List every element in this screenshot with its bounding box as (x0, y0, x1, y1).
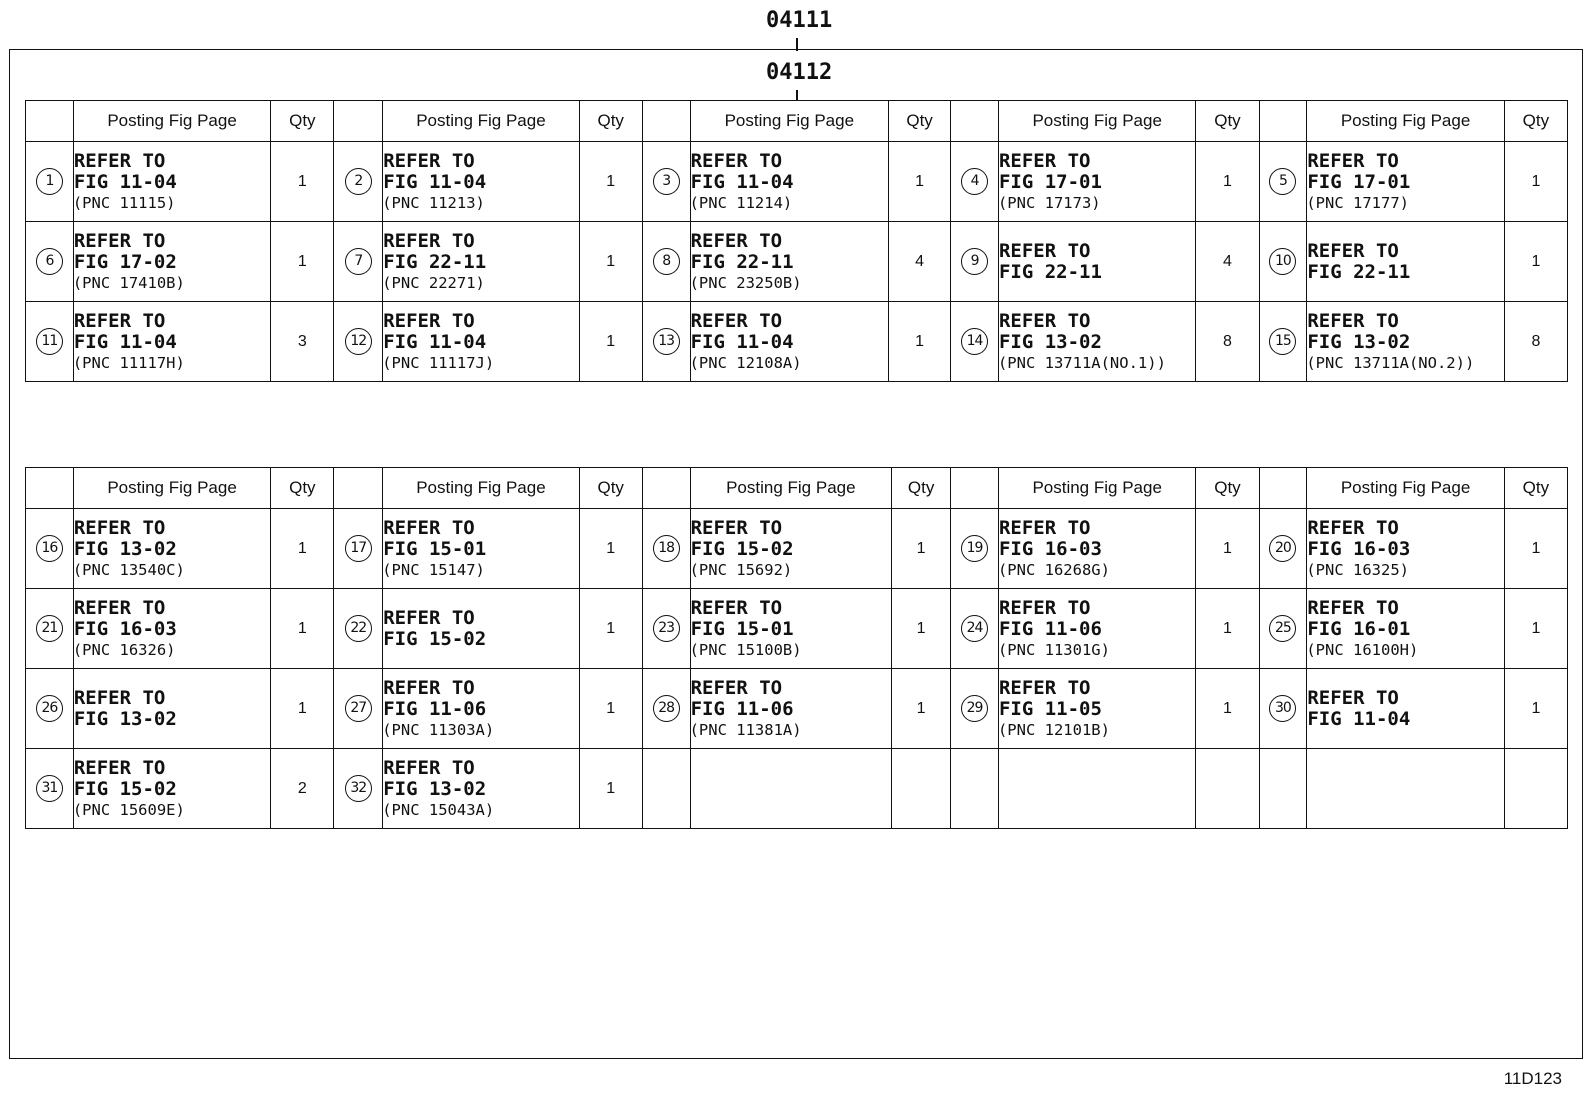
header-posting-fig-page: Posting Fig Page (1307, 101, 1504, 142)
header-qty: Qty (1504, 468, 1567, 509)
table-row (26, 589, 1568, 669)
pnc-number: (PNC 11303A) (382, 720, 495, 739)
refer-to-text: REFER TO (1307, 149, 1399, 172)
header-qty: Qty (579, 101, 642, 142)
header-blank (334, 101, 383, 142)
item-callout: 14 (961, 328, 988, 355)
qty-cell: 1 (579, 222, 642, 302)
qty-cell: 8 (1504, 302, 1567, 382)
refer-to-text: REFER TO (690, 309, 783, 332)
fig-number: FIG 16-03 (998, 537, 1102, 560)
reference-cell (998, 669, 1195, 749)
header-blank (1259, 101, 1307, 142)
refer-to-text: REFER TO (383, 229, 475, 252)
header-qty: Qty (271, 468, 334, 509)
qty-cell: 1 (889, 142, 951, 222)
qty-cell: 1 (579, 142, 642, 222)
refer-to-text: REFER TO (998, 239, 1091, 262)
item-callout: 9 (961, 248, 988, 275)
header-posting-fig-page: Posting Fig Page (383, 101, 579, 142)
header-qty: Qty (1504, 101, 1567, 142)
reference-cell (1307, 222, 1504, 302)
fig-number: FIG 22-11 (690, 250, 794, 273)
pnc-number: (PNC 16325) (1306, 560, 1409, 579)
fig-number: FIG 15-02 (383, 627, 487, 650)
fig-number: FIG 11-05 (998, 697, 1102, 720)
item-number-cell (1259, 142, 1307, 222)
fig-number: FIG 11-04 (383, 330, 487, 353)
header-blank (26, 468, 74, 509)
fig-number: FIG 11-04 (73, 330, 177, 353)
table-row (26, 302, 1568, 382)
refer-to-text: REFER TO (1307, 239, 1399, 262)
pnc-number: (PNC 23250B) (689, 273, 802, 292)
fig-number: FIG 15-02 (690, 537, 794, 560)
reference-cell (383, 749, 579, 829)
qty-cell (1196, 749, 1259, 829)
qty-cell: 1 (271, 509, 334, 589)
item-number-cell (642, 302, 690, 382)
header-posting-fig-page: Posting Fig Page (998, 101, 1195, 142)
pnc-number: (PNC 16268G) (997, 560, 1110, 579)
item-callout: 12 (345, 328, 372, 355)
header-qty: Qty (271, 101, 334, 142)
refer-to-text: REFER TO (998, 149, 1091, 172)
qty-cell: 1 (892, 669, 951, 749)
qty-cell: 1 (1504, 222, 1567, 302)
header-posting-fig-page: Posting Fig Page (383, 468, 579, 509)
item-number-cell (334, 589, 383, 669)
item-callout: 25 (1269, 615, 1296, 642)
refer-to-text: REFER TO (690, 596, 783, 619)
qty-cell: 1 (271, 589, 334, 669)
fig-number: FIG 15-01 (690, 617, 794, 640)
fig-number: FIG 22-11 (998, 260, 1102, 283)
reference-cell (383, 589, 579, 669)
item-number-cell (951, 509, 999, 589)
qty-cell: 1 (579, 669, 642, 749)
figure-code: 11D123 (1503, 1069, 1562, 1088)
reference-cell (73, 749, 270, 829)
item-number-cell (1259, 222, 1307, 302)
item-callout: 24 (961, 615, 988, 642)
item-callout: 30 (1269, 695, 1296, 722)
header-qty: Qty (889, 101, 951, 142)
pnc-number: (PNC 11214) (689, 193, 793, 212)
refer-to-text: REFER TO (383, 149, 475, 172)
item-callout: 20 (1269, 535, 1296, 562)
refer-to-text: REFER TO (73, 756, 166, 779)
reference-cell (73, 509, 270, 589)
pnc-number: (PNC 13540C) (72, 560, 185, 579)
header-qty: Qty (892, 468, 951, 509)
fig-number: FIG 13-02 (998, 330, 1102, 353)
reference-cell (998, 222, 1195, 302)
item-callout: 6 (36, 248, 63, 275)
item-callout: 22 (345, 615, 372, 642)
item-number-cell (951, 589, 999, 669)
refer-to-text: REFER TO (690, 516, 783, 539)
reference-cell (998, 509, 1195, 589)
item-callout: 5 (1269, 168, 1296, 195)
reference-cell (998, 302, 1195, 382)
header-blank (642, 101, 690, 142)
qty-cell: 2 (271, 749, 334, 829)
table-row (26, 669, 1568, 749)
reference-cell (690, 302, 888, 382)
reference-cell (998, 589, 1195, 669)
refer-to-text: REFER TO (1307, 516, 1399, 539)
fig-number: FIG 22-11 (383, 250, 487, 273)
pnc-number: (PNC 11301G) (997, 640, 1110, 659)
item-number-cell (26, 302, 74, 382)
fig-number: FIG 13-02 (73, 537, 177, 560)
reference-cell (690, 509, 892, 589)
header-blank (642, 468, 690, 509)
pnc-number: (PNC 15043A) (382, 800, 495, 819)
fig-number: FIG 22-11 (1307, 260, 1411, 283)
item-callout: 13 (653, 328, 680, 355)
refer-to-text: REFER TO (1307, 686, 1399, 709)
item-callout: 16 (36, 535, 63, 562)
fig-number: FIG 16-01 (1307, 617, 1411, 640)
header-posting-fig-page: Posting Fig Page (998, 468, 1195, 509)
qty-cell: 1 (1504, 589, 1567, 669)
table-row (26, 222, 1568, 302)
qty-cell: 1 (271, 222, 334, 302)
refer-to-text: REFER TO (998, 516, 1091, 539)
fig-number: FIG 15-02 (73, 777, 177, 800)
refer-to-text: REFER TO (383, 516, 475, 539)
item-number-cell (26, 749, 74, 829)
item-callout: 21 (36, 615, 63, 642)
refer-to-text: REFER TO (383, 756, 475, 779)
refer-to-text: REFER TO (998, 309, 1091, 332)
qty-cell: 1 (1504, 669, 1567, 749)
refer-to-text: REFER TO (690, 229, 783, 252)
refer-to-text: REFER TO (1307, 309, 1399, 332)
reference-cell (690, 142, 888, 222)
item-callout: 3 (653, 168, 680, 195)
pnc-number: (PNC 13711A(NO.1)) (997, 353, 1166, 372)
qty-cell: 1 (579, 749, 642, 829)
table-row (26, 749, 1568, 829)
item-number-cell (1259, 302, 1307, 382)
pnc-number: (PNC 16100H) (1306, 640, 1419, 659)
reference-cell (1307, 302, 1504, 382)
fig-number: FIG 15-01 (383, 537, 487, 560)
item-callout: 15 (1269, 328, 1296, 355)
item-number-cell (26, 142, 74, 222)
pnc-number: (PNC 11381A) (689, 720, 802, 739)
header-qty: Qty (1196, 468, 1259, 509)
fig-number: FIG 11-04 (383, 170, 487, 193)
qty-cell (1504, 749, 1567, 829)
qty-cell: 4 (889, 222, 951, 302)
table-row (26, 509, 1568, 589)
item-callout: 1 (36, 168, 63, 195)
header-posting-fig-page: Posting Fig Page (73, 101, 270, 142)
header-qty: Qty (579, 468, 642, 509)
item-callout: 7 (345, 248, 372, 275)
reference-cell (1307, 589, 1504, 669)
item-number-cell (951, 669, 999, 749)
item-number-cell (26, 222, 74, 302)
fig-number: FIG 16-03 (73, 617, 177, 640)
header-qty: Qty (1196, 101, 1259, 142)
reference-cell (73, 142, 270, 222)
qty-cell: 1 (271, 142, 334, 222)
reference-table-2 (25, 467, 1568, 829)
reference-cell (73, 302, 270, 382)
item-callout: 32 (345, 775, 372, 802)
pnc-number: (PNC 11213) (382, 193, 485, 212)
pnc-number: (PNC 13711A(NO.2)) (1306, 353, 1475, 372)
assembly-label-04111: 04111 (766, 8, 833, 33)
item-number-cell (26, 589, 74, 669)
qty-cell: 1 (579, 589, 642, 669)
fig-number: FIG 17-01 (998, 170, 1102, 193)
table-row (26, 142, 1568, 222)
fig-number: FIG 13-02 (1307, 330, 1411, 353)
refer-to-text: REFER TO (1307, 596, 1399, 619)
item-callout: 4 (961, 168, 988, 195)
item-callout: 2 (345, 168, 372, 195)
item-number-cell (642, 669, 690, 749)
header-blank (951, 468, 999, 509)
refer-to-text: REFER TO (73, 686, 166, 709)
item-number-cell (26, 509, 74, 589)
fig-number: FIG 11-06 (383, 697, 487, 720)
qty-cell: 1 (579, 509, 642, 589)
fig-number: FIG 17-01 (1307, 170, 1411, 193)
item-callout: 27 (345, 695, 372, 722)
refer-to-text: REFER TO (998, 596, 1091, 619)
header-posting-fig-page: Posting Fig Page (690, 468, 892, 509)
fig-number: FIG 11-04 (1307, 707, 1411, 730)
refer-to-text: REFER TO (73, 596, 166, 619)
item-number-cell (642, 222, 690, 302)
item-callout: 26 (36, 695, 63, 722)
reference-cell (73, 669, 270, 749)
item-number-cell (642, 749, 690, 829)
header-blank (26, 101, 74, 142)
qty-cell: 1 (1196, 142, 1259, 222)
reference-cell (383, 302, 579, 382)
reference-cell (998, 142, 1195, 222)
reference-cell (383, 222, 579, 302)
reference-cell (383, 669, 579, 749)
header-blank (951, 101, 999, 142)
pnc-number: (PNC 22271) (382, 273, 485, 292)
item-number-cell (1259, 589, 1307, 669)
item-number-cell (334, 509, 383, 589)
item-number-cell (642, 142, 690, 222)
fig-number: FIG 17-02 (73, 250, 177, 273)
qty-cell: 1 (1196, 589, 1259, 669)
reference-cell (690, 222, 888, 302)
item-callout: 11 (36, 328, 63, 355)
refer-to-text: REFER TO (690, 149, 783, 172)
item-number-cell (951, 222, 999, 302)
item-callout: 18 (653, 535, 680, 562)
table-header-row (26, 468, 1568, 509)
qty-cell: 1 (892, 589, 951, 669)
item-callout: 31 (36, 775, 63, 802)
item-callout: 10 (1269, 248, 1296, 275)
item-number-cell (642, 589, 690, 669)
reference-cell (1307, 509, 1504, 589)
refer-to-text: REFER TO (383, 606, 475, 629)
qty-cell: 3 (271, 302, 334, 382)
qty-cell: 8 (1196, 302, 1259, 382)
pnc-number: (PNC 17177) (1306, 193, 1409, 212)
reference-cell (690, 669, 892, 749)
item-number-cell (951, 749, 999, 829)
item-number-cell (26, 669, 74, 749)
refer-to-text: REFER TO (383, 676, 475, 699)
refer-to-text: REFER TO (73, 309, 166, 332)
reference-cell (383, 142, 579, 222)
pnc-number: (PNC 15100B) (689, 640, 802, 659)
table-header-row (26, 101, 1568, 142)
reference-cell (73, 589, 270, 669)
item-callout: 23 (653, 615, 680, 642)
assembly-label-04112: 04112 (766, 60, 833, 85)
item-number-cell (951, 142, 999, 222)
item-number-cell (1259, 669, 1307, 749)
refer-to-text: REFER TO (73, 516, 166, 539)
reference-cell (690, 589, 892, 669)
pnc-number: (PNC 11115) (72, 193, 176, 212)
refer-to-text: REFER TO (73, 229, 166, 252)
header-posting-fig-page: Posting Fig Page (690, 101, 888, 142)
refer-to-text: REFER TO (73, 149, 166, 172)
pnc-number: (PNC 17173) (997, 193, 1101, 212)
pnc-number: (PNC 15609E) (72, 800, 185, 819)
fig-number: FIG 11-06 (690, 697, 794, 720)
reference-cell (1307, 669, 1504, 749)
pnc-number: (PNC 15692) (689, 560, 793, 579)
fig-number: FIG 13-02 (73, 707, 177, 730)
pnc-number: (PNC 12101B) (997, 720, 1110, 739)
reference-cell (690, 749, 892, 829)
item-number-cell (1259, 749, 1307, 829)
item-number-cell (642, 509, 690, 589)
item-number-cell (951, 302, 999, 382)
reference-cell (1307, 142, 1504, 222)
pnc-number: (PNC 17410B) (72, 273, 185, 292)
header-blank (1259, 468, 1307, 509)
refer-to-text: REFER TO (998, 676, 1091, 699)
refer-to-text: REFER TO (383, 309, 475, 332)
fig-number: FIG 11-04 (690, 170, 794, 193)
pnc-number: (PNC 16326) (72, 640, 176, 659)
reference-cell (1307, 749, 1504, 829)
qty-cell: 1 (271, 669, 334, 749)
qty-cell: 1 (579, 302, 642, 382)
fig-number: FIG 16-03 (1307, 537, 1411, 560)
pnc-number: (PNC 11117J) (382, 353, 495, 372)
pnc-number: (PNC 12108A) (689, 353, 802, 372)
qty-cell: 1 (1196, 509, 1259, 589)
refer-to-text: REFER TO (690, 676, 783, 699)
item-number-cell (1259, 509, 1307, 589)
header-posting-fig-page: Posting Fig Page (73, 468, 270, 509)
item-number-cell (334, 669, 383, 749)
item-number-cell (334, 749, 383, 829)
header-blank (334, 468, 383, 509)
qty-cell: 1 (1196, 669, 1259, 749)
fig-number: FIG 13-02 (383, 777, 487, 800)
item-callout: 29 (961, 695, 988, 722)
qty-cell: 1 (1504, 509, 1567, 589)
qty-cell (892, 749, 951, 829)
fig-number: FIG 11-04 (690, 330, 794, 353)
item-callout: 17 (345, 535, 372, 562)
qty-cell: 1 (889, 302, 951, 382)
fig-number: FIG 11-04 (73, 170, 177, 193)
item-number-cell (334, 302, 383, 382)
qty-cell: 1 (1504, 142, 1567, 222)
reference-cell (383, 509, 579, 589)
item-callout: 28 (653, 695, 680, 722)
item-callout: 19 (961, 535, 988, 562)
pnc-number: (PNC 11117H) (72, 353, 185, 372)
item-callout: 8 (653, 248, 680, 275)
qty-cell: 1 (892, 509, 951, 589)
fig-number: FIG 11-06 (998, 617, 1102, 640)
reference-cell (998, 749, 1195, 829)
item-number-cell (334, 222, 383, 302)
reference-table-1 (25, 100, 1568, 382)
reference-cell (73, 222, 270, 302)
header-posting-fig-page: Posting Fig Page (1307, 468, 1504, 509)
item-number-cell (334, 142, 383, 222)
pnc-number: (PNC 15147) (382, 560, 485, 579)
qty-cell: 4 (1196, 222, 1259, 302)
